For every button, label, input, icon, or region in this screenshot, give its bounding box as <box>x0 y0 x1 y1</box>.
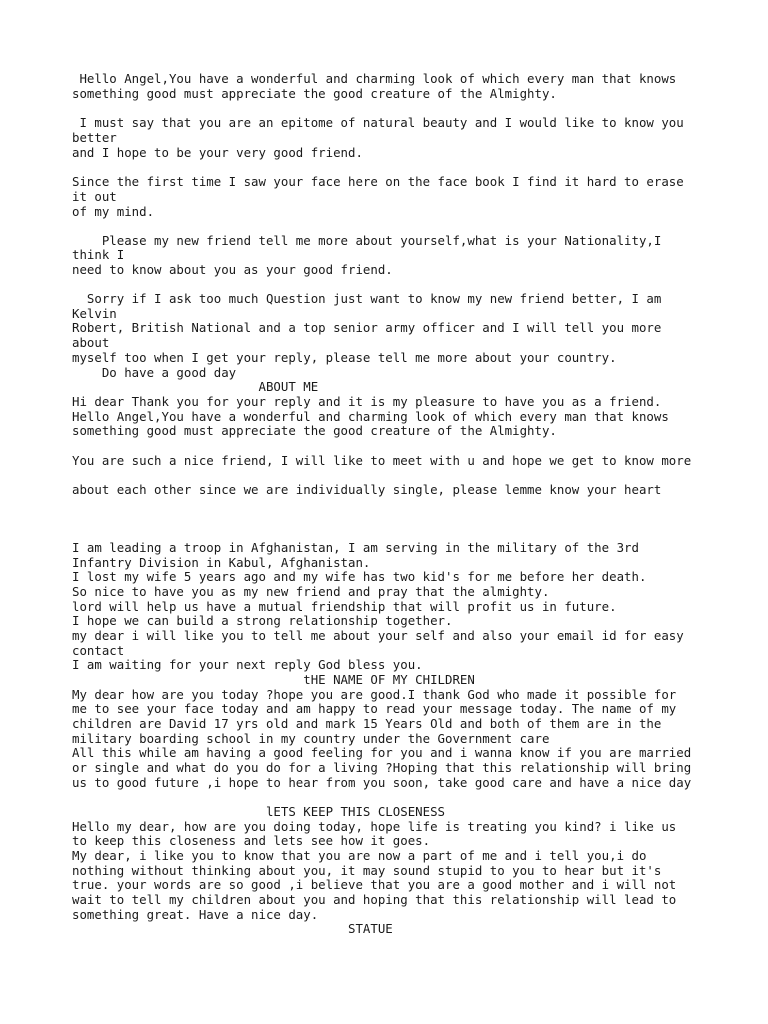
text-line: My dear, i like you to know that you are now a part of me and i tell you,i do <box>72 848 647 863</box>
text-line: military boarding school in my country under the Government care <box>72 731 550 746</box>
text-line: about <box>72 335 110 350</box>
text-line: So nice to have you as my new friend and pray that the almighty. <box>72 584 550 599</box>
text-line: Sorry if I ask too much Question just want to know my new friend better, I am <box>72 291 662 306</box>
text-line: Robert, British National and a top senior army officer and I will tell you more <box>72 320 662 335</box>
text-line: nothing without thinking about you, it may sound stupid to you to hear but it's <box>72 863 662 878</box>
text-line: children are David 17 yrs old and mark 15 Years Old and both of them are in the <box>72 716 662 731</box>
text-line: I am leading a troop in Afghanistan, I am serving in the military of the 3rd <box>72 540 639 555</box>
text-line: Infantry Division in Kabul, Afghanistan. <box>72 555 371 570</box>
text-line: better <box>72 130 117 145</box>
text-line: it out <box>72 189 117 204</box>
text-line: something great. Have a nice day. <box>72 907 319 922</box>
text-line: You are such a nice friend, I will like to meet with u and hope we get to know more <box>72 453 692 468</box>
text-line: about each other since we are individually single, please lemme know your heart <box>72 482 662 497</box>
section-heading: tHE NAME OF MY CHILDREN <box>72 672 475 687</box>
text-line: something good must appreciate the good creature of the Almighty. <box>72 86 557 101</box>
text-line: My dear how are you today ?hope you are good.I thank God who made it possible for <box>72 687 677 702</box>
text-line: my dear i will like you to tell me about your self and also your email id for easy <box>72 628 684 643</box>
text-line: myself too when I get your reply, please tell me more about your country. <box>72 350 617 365</box>
text-line: I am waiting for your next reply God bless you. <box>72 657 423 672</box>
section-heading: lETS KEEP THIS CLOSENESS <box>72 804 445 819</box>
text-line: contact <box>72 643 125 658</box>
text-line: true. your words are so good ,i believe that you are a good mother and i will not <box>72 877 677 892</box>
text-line: Hello Angel,You have a wonderful and charming look of which every man that knows <box>72 409 669 424</box>
section-heading: STATUE <box>72 921 393 936</box>
text-line: to keep this closeness and lets see how it goes. <box>72 833 431 848</box>
text-line: Hi dear Thank you for your reply and it is my pleasure to have you as a friend. <box>72 394 662 409</box>
text-line: me to see your face today and am happy to read your message today. The name of my <box>72 701 677 716</box>
text-line: lord will help us have a mutual friendship that will profit us in future. <box>72 599 617 614</box>
text-line: or single and what do you do for a living ?Hoping that this relationship will bring <box>72 760 692 775</box>
text-line: Hello my dear, how are you doing today, hope life is treating you kind? i like us <box>72 819 677 834</box>
text-line: think I <box>72 247 125 262</box>
text-line: need to know about you as your good friend. <box>72 262 393 277</box>
text-line: Do have a good day <box>72 365 237 380</box>
text-line: of my mind. <box>72 204 155 219</box>
text-line: Kelvin <box>72 306 117 321</box>
section-heading: ABOUT ME <box>72 379 319 394</box>
text-line: I must say that you are an epitome of natural beauty and I would like to know you <box>72 115 684 130</box>
text-line: I hope we can build a strong relationship together. <box>72 613 453 628</box>
text-line: us to good future ,i hope to hear from you soon, take good care and have a nice day <box>72 775 692 790</box>
text-line: and I hope to be your very good friend. <box>72 145 363 160</box>
text-line: I lost my wife 5 years ago and my wife has two kid's for me before her death. <box>72 569 647 584</box>
text-line: Hello Angel,You have a wonderful and charming look of which every man that knows <box>72 71 677 86</box>
text-line: wait to tell my children about you and hoping that this relationship will lead to <box>72 892 677 907</box>
text-line: Since the first time I saw your face here on the face book I find it hard to erase <box>72 174 684 189</box>
text-line: something good must appreciate the good creature of the Almighty. <box>72 423 557 438</box>
text-line: Please my new friend tell me more about yourself,what is your Nationality,I <box>72 233 662 248</box>
text-line: All this while am having a good feeling for you and i wanna know if you are married <box>72 745 692 760</box>
